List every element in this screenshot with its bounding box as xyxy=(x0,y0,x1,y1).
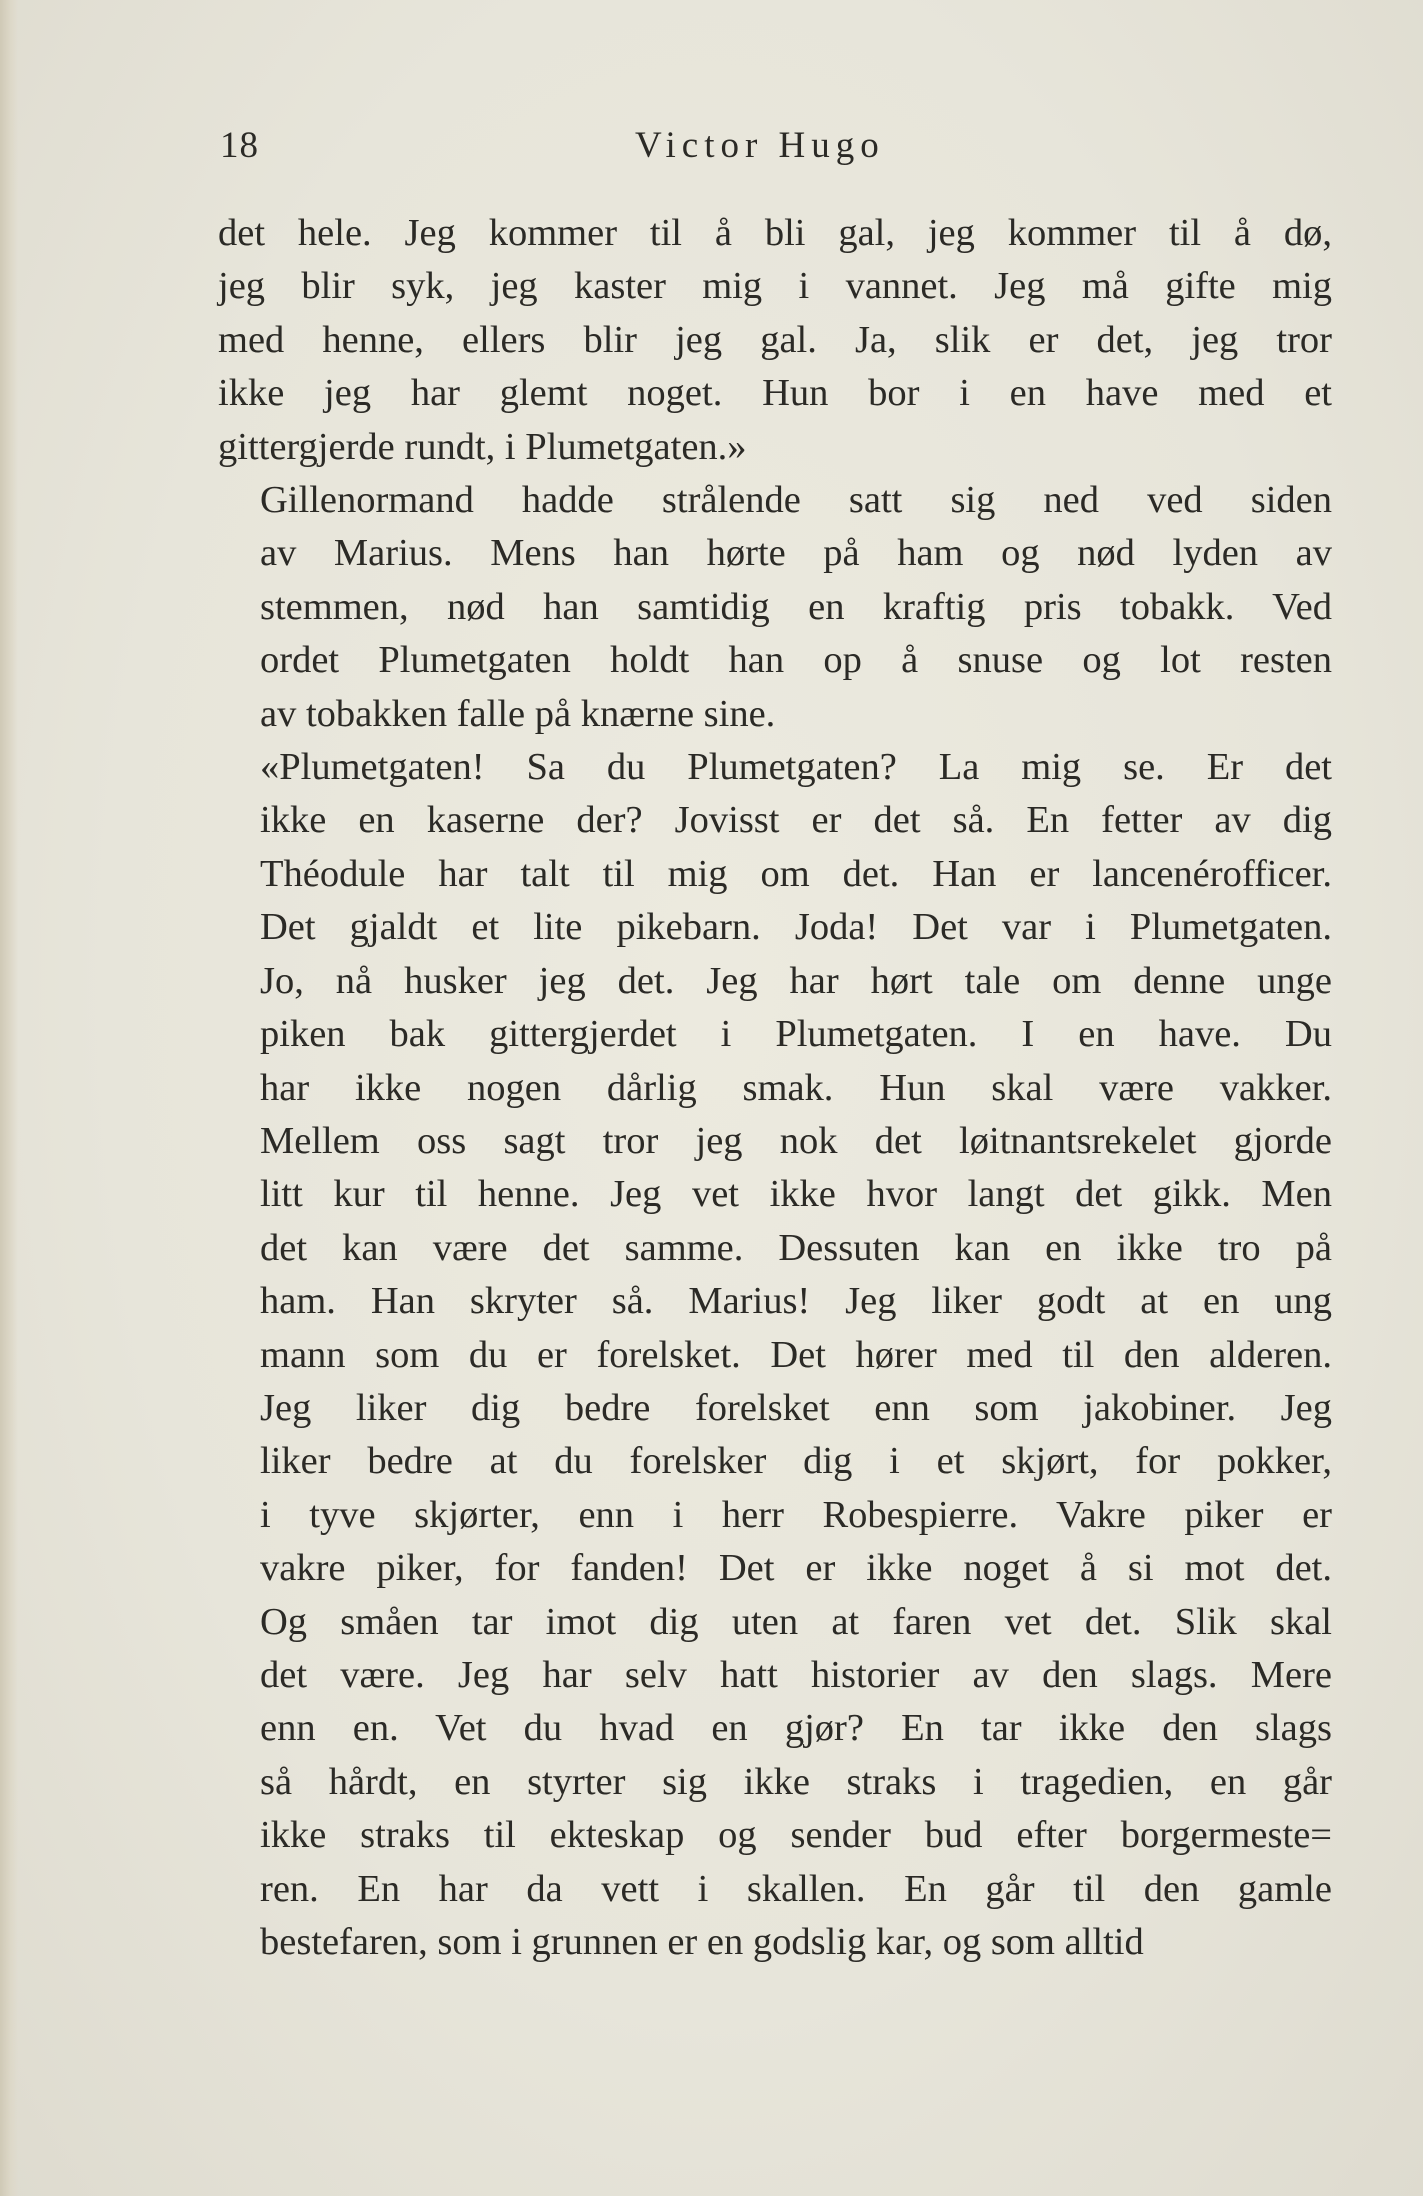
text-line: Og småen tar imot dig uten at faren vet det. Slik skal xyxy=(260,1600,1332,1643)
text-line: ren. En har da vett i skallen. En går til den gamle xyxy=(260,1867,1332,1910)
running-head: Victor Hugo xyxy=(635,125,885,166)
text-line: ham. Han skryter så. Marius! Jeg liker godt at en ung xyxy=(260,1280,1332,1323)
text-line: jeg blir syk, jeg kaster mig i vannet. Jeg må gifte mig xyxy=(218,265,1332,308)
text-line: Jeg liker dig bedre forelsket enn som jakobiner. Jeg xyxy=(260,1386,1332,1429)
page-header xyxy=(220,124,1320,184)
text-line: Gillenormand hadde strålende satt sig ned ved siden xyxy=(260,479,1332,522)
text-line: ikke straks til ekteskap og sender bud efter borgermeste= xyxy=(260,1814,1332,1857)
paragraph xyxy=(218,741,1332,1969)
text-line: piken bak gittergjerdet i Plumetgaten. I en have. Du xyxy=(260,1013,1332,1056)
text-line: ikke en kaserne der? Jovisst er det så. En fetter av dig xyxy=(260,799,1332,842)
body-text xyxy=(218,207,1332,1969)
text-line: litt kur til henne. Jeg vet ikke hvor langt det gikk. Men xyxy=(260,1173,1332,1216)
text-line: så hårdt, en styrter sig ikke straks i tragedien, en går xyxy=(260,1760,1332,1803)
text-line: Mellem oss sagt tror jeg nok det løitnantsrekelet gjorde xyxy=(260,1119,1332,1162)
text-line: det kan være det samme. Dessuten kan en ikke tro på xyxy=(260,1226,1332,1269)
paragraph xyxy=(218,207,1332,474)
text-line: Jo, nå husker jeg det. Jeg har hørt tale om denne unge xyxy=(260,959,1332,1002)
text-line: ordet Plumetgaten holdt han op å snuse og lot resten xyxy=(260,639,1332,682)
text-line: mann som du er forelsket. Det hører med til den alderen. xyxy=(260,1333,1332,1376)
text-line: med henne, ellers blir jeg gal. Ja, slik er det, jeg tror xyxy=(218,318,1332,361)
text-line: Théodule har talt til mig om det. Han er lancenérofficer. xyxy=(260,852,1332,895)
text-line: ikke jeg har glemt noget. Hun bor i en have med et xyxy=(218,372,1332,415)
text-line: «Plumetgaten! Sa du Plumetgaten? La mig se. Er det xyxy=(260,746,1332,789)
text-line: bestefaren, som i grunnen er en godslig kar, og som alltid xyxy=(260,1921,1144,1963)
text-line: det være. Jeg har selv hatt historier av den slags. Mere xyxy=(260,1653,1332,1696)
text-line: stemmen, nød han samtidig en kraftig pris tobakk. Ved xyxy=(260,585,1332,628)
text-line: har ikke nogen dårlig smak. Hun skal være vakker. xyxy=(260,1066,1332,1109)
text-line: i tyve skjørter, enn i herr Robespierre. Vakre piker er xyxy=(260,1493,1332,1536)
text-line: av tobakken falle på knærne sine. xyxy=(260,692,776,735)
page-number: 18 xyxy=(220,125,259,166)
text-line: vakre piker, for fanden! Det er ikke noget å si mot det. xyxy=(260,1547,1332,1590)
text-line: det hele. Jeg kommer til å bli gal, jeg kommer til å dø, xyxy=(218,212,1332,254)
text-line: enn en. Vet du hvad en gjør? En tar ikke den slags xyxy=(260,1707,1332,1750)
page-binding-edge xyxy=(0,0,18,2196)
text-line: av Marius. Mens han hørte på ham og nød lyden av xyxy=(260,532,1332,575)
text-line: liker bedre at du forelsker dig i et skjørt, for pokker, xyxy=(260,1440,1332,1483)
paragraph xyxy=(218,474,1332,741)
text-line: Det gjaldt et lite pikebarn. Joda! Det var i Plumetgaten. xyxy=(260,906,1332,949)
text-line: gittergjerde rundt, i Plumetgaten.» xyxy=(218,425,747,468)
